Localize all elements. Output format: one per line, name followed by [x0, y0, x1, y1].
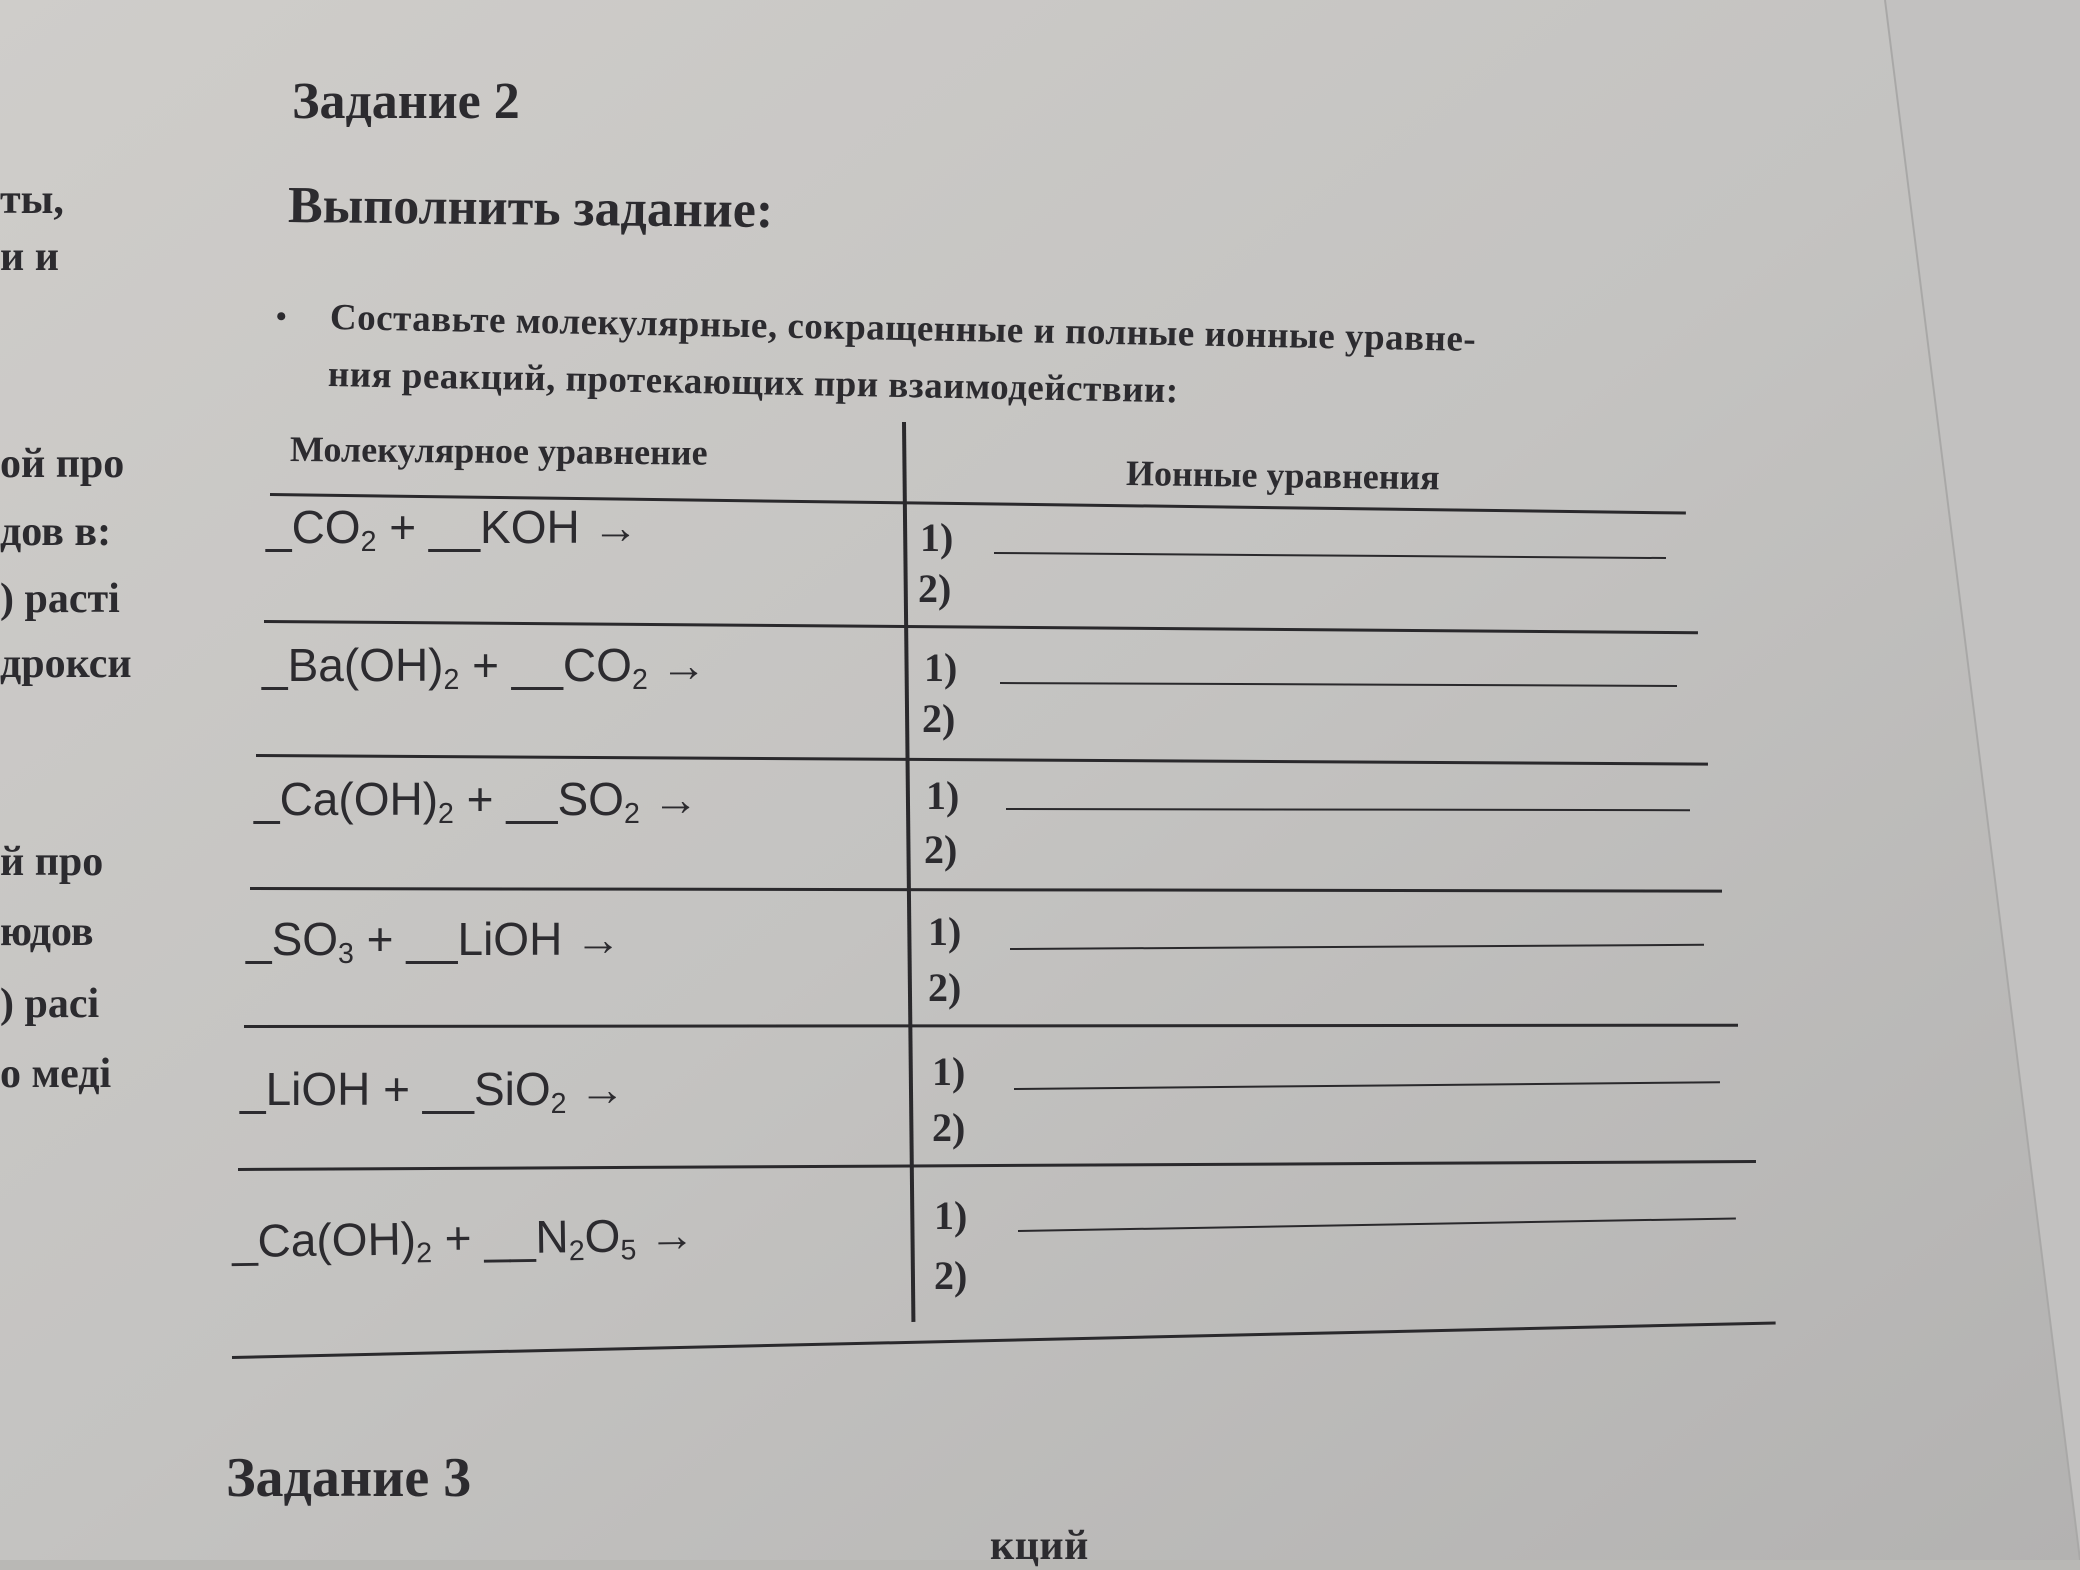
- ionic-step-label: 2): [934, 1253, 968, 1298]
- instruction-line-2: ния реакций, протекающих при взаимодействии:: [327, 354, 1180, 412]
- margin-fragment: ты,: [0, 177, 64, 223]
- ionic-step-label: 1): [920, 515, 954, 560]
- margin-fragment: о меді: [0, 1051, 112, 1097]
- margin-fragment: юдов: [0, 909, 94, 955]
- margin-fragment: ) расті: [0, 576, 120, 622]
- ionic-step-label: 1): [934, 1193, 968, 1238]
- cut-off-text: кций: [990, 1523, 1089, 1569]
- task-2-heading: Задание 2: [292, 73, 520, 130]
- ionic-step-label: 2): [924, 827, 958, 872]
- margin-fragment: и и: [0, 234, 59, 280]
- molecular-equation: $\_CO_2$ + __KOH →: [266, 501, 639, 558]
- ionic-step-label: 1): [926, 773, 960, 818]
- bullet: •: [276, 300, 288, 333]
- ionic-step-label: 1): [932, 1049, 966, 1094]
- task-subheading: Выполнить задание:: [287, 177, 774, 240]
- task-3-heading: Задание 3: [226, 1447, 472, 1509]
- margin-fragment: дов в:: [0, 509, 112, 555]
- margin-fragment: дрокси: [0, 641, 132, 687]
- instruction-line-1: Составьте молекулярные, сокращенные и полные ионные уравне-: [329, 297, 1477, 361]
- molecular-equation: $\_SO_3$ + __LiOH →: [246, 913, 622, 970]
- ionic-step-label: 2): [918, 566, 952, 611]
- ionic-step-label: 2): [922, 696, 956, 741]
- column-header-ionic: Ионные уравнения: [1125, 453, 1440, 498]
- molecular-equation: $\_Ca(OH)_2$ + $\_\_N_2O_5$ →: [231, 1208, 696, 1270]
- ionic-step-label: 2): [932, 1105, 966, 1150]
- margin-fragment: ) расі: [0, 981, 100, 1027]
- margin-fragment: ой про: [0, 441, 125, 487]
- ionic-step-label: 1): [928, 909, 962, 954]
- ionic-step-label: 2): [928, 965, 962, 1010]
- molecular-equation: $\_Ba(OH)_2$ + $\_\_CO_2$ →: [262, 639, 707, 696]
- molecular-equation: $\_Ca(OH)_2$ + $\_\_SO_2$ →: [254, 773, 699, 830]
- column-header-molecular: Молекулярное уравнение: [289, 429, 708, 473]
- margin-fragment: й про: [0, 839, 104, 885]
- molecular-equation: _LiOH + __SiO$_2$ →: [240, 1063, 626, 1120]
- ionic-step-label: 1): [924, 645, 958, 690]
